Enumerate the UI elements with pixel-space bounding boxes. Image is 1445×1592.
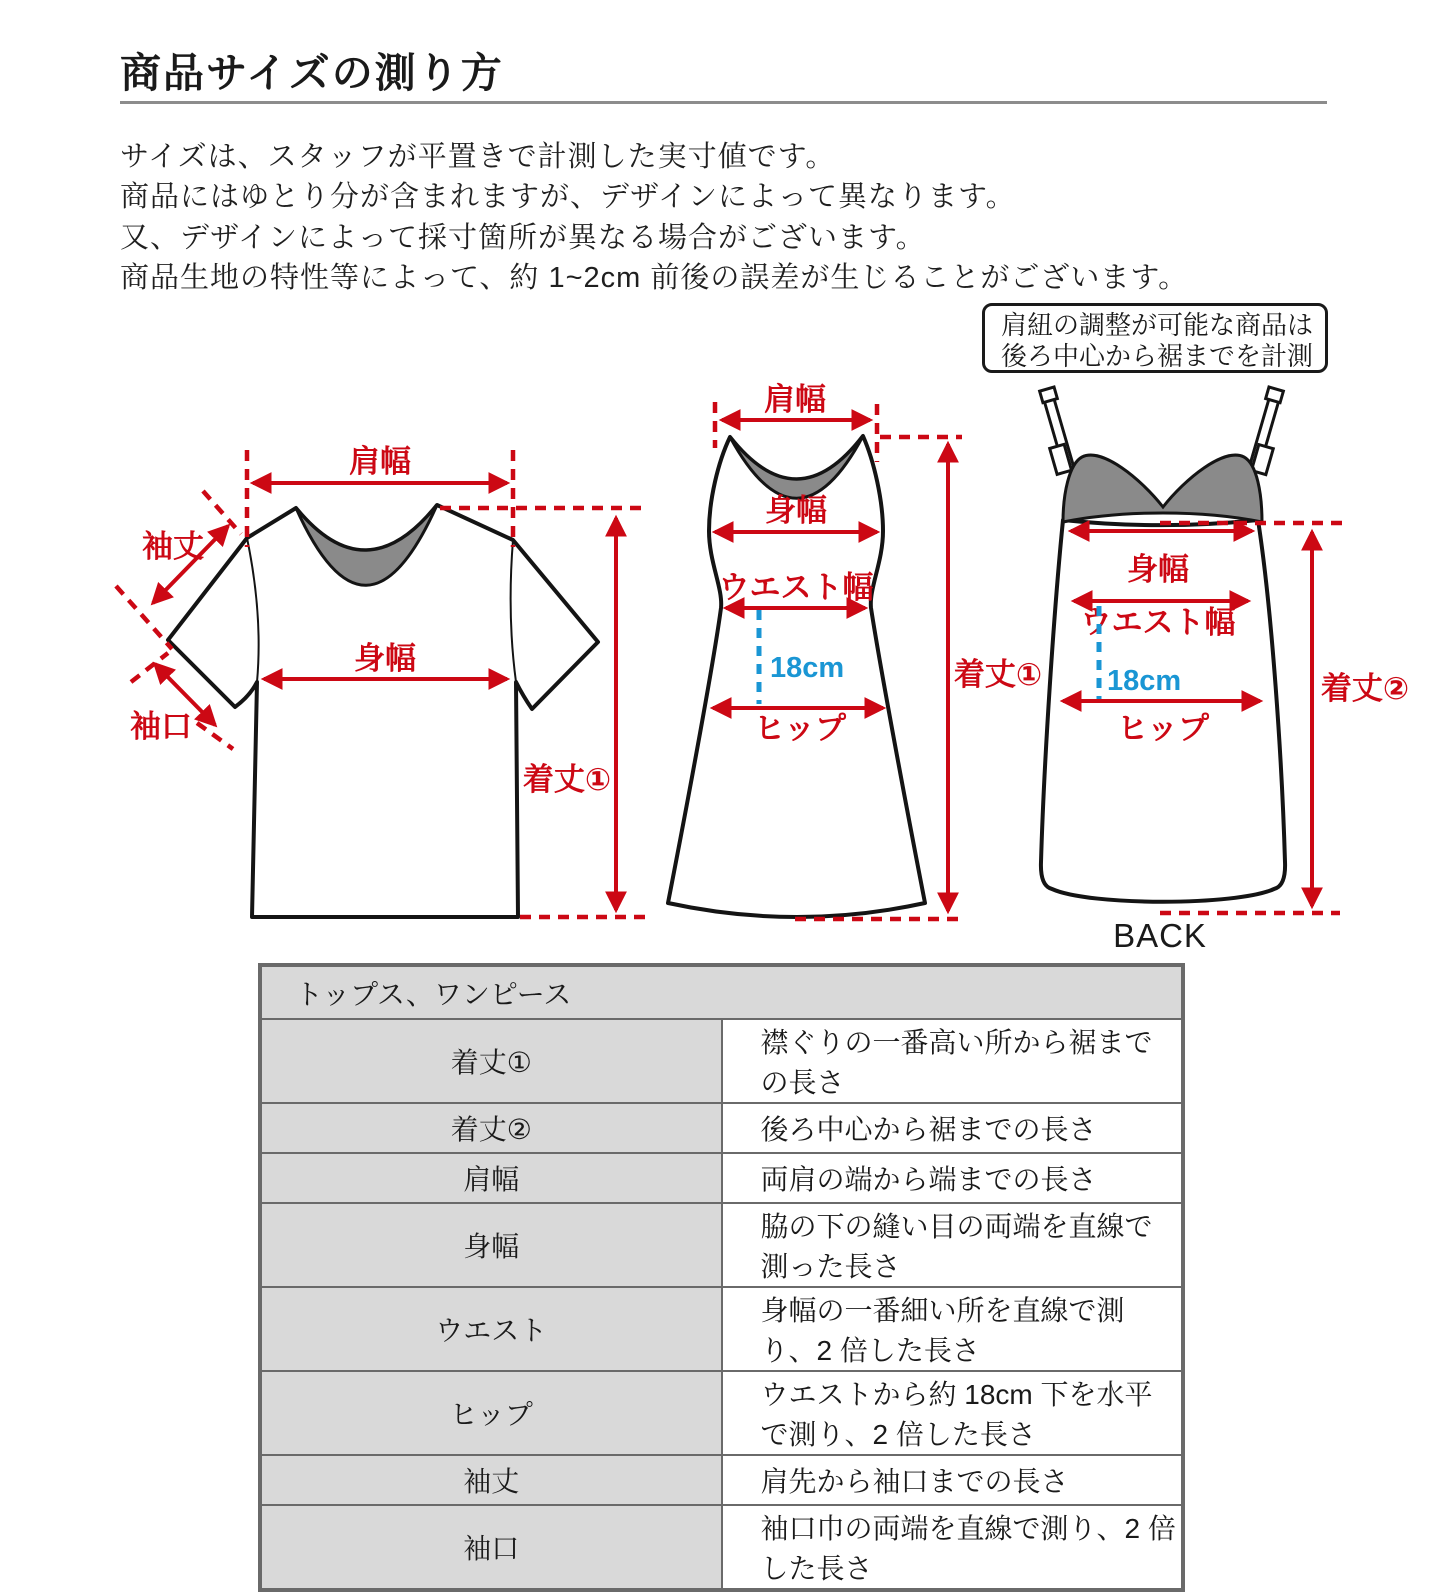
size-table-header-row — [260, 965, 1183, 1019]
tshirt-sleeve-length-label: 袖丈 — [142, 529, 204, 564]
table-row — [260, 1505, 1183, 1590]
dress-hip-label: ヒップ — [753, 711, 847, 746]
desc-cell: 両肩の端から端までの長さ — [722, 1153, 1184, 1203]
dress-waist-width-label: ウエスト幅 — [718, 570, 874, 605]
camisole-bra — [1063, 455, 1262, 522]
term-cell: 肩幅 — [260, 1153, 722, 1203]
size-table-header: トップス、ワンピース — [260, 965, 1183, 1019]
page-title: 商品サイズの測り方 — [120, 50, 504, 96]
intro-line-2: 商品にはゆとり分が含まれますが、デザインによって異なります。 — [120, 181, 1016, 213]
camisole-waist-width-label: ウエスト幅 — [1080, 605, 1236, 640]
desc-cell: 襟ぐりの一番高い所から裾までの長さ — [722, 1019, 1184, 1103]
camisole-back-label: BACK — [1113, 917, 1207, 954]
table-row — [260, 1153, 1183, 1203]
camisole-strap-tip-left — [1040, 387, 1058, 403]
camisole-strap-tip-right — [1266, 387, 1284, 403]
desc-cell: ウエストから約 18cm 下を水平で測り、2 倍した長さ — [722, 1371, 1184, 1455]
term-cell: 袖丈 — [260, 1455, 722, 1505]
camisole-body-width-label: 身幅 — [1127, 552, 1189, 587]
intro-line-4: 商品生地の特性等によって、約 1~2cm 前後の誤差が生じることがございます。 — [120, 262, 1189, 294]
camisole-hip-label: ヒップ — [1116, 711, 1210, 746]
dress-length-label: 着丈① — [953, 657, 1043, 692]
tshirt-length-label: 着丈① — [522, 762, 612, 797]
table-row — [260, 1103, 1183, 1153]
note-line-1: 肩紐の調整が可能な商品は — [1001, 310, 1314, 340]
table-row — [260, 1455, 1183, 1505]
term-cell: 身幅 — [260, 1203, 722, 1287]
camisole-diagram — [1040, 387, 1285, 902]
desc-cell: 脇の下の縫い目の両端を直線で測った長さ — [722, 1203, 1184, 1287]
size-table — [258, 963, 1185, 1592]
note-line-2: 後ろ中心から裾までを計測 — [1001, 341, 1314, 371]
table-row — [260, 1203, 1183, 1287]
tshirt-body-width-label: 身幅 — [354, 641, 416, 676]
term-cell: ウエスト — [260, 1287, 722, 1371]
desc-cell: 袖口巾の両端を直線で測り、2 倍した長さ — [722, 1505, 1184, 1590]
tshirt-diagram — [168, 505, 598, 917]
tshirt-shoulder-width-label: 肩幅 — [349, 444, 411, 479]
table-row — [260, 1287, 1183, 1371]
camisole-length-label: 着丈② — [1320, 671, 1410, 706]
term-cell: ヒップ — [260, 1371, 722, 1455]
table-row — [260, 1019, 1183, 1103]
desc-cell: 肩先から袖口までの長さ — [722, 1455, 1184, 1505]
dress-shoulder-width-label: 肩幅 — [764, 382, 826, 417]
camisole-18cm-label: 18cm — [1107, 665, 1182, 697]
dress-18cm-label: 18cm — [770, 652, 845, 684]
desc-cell: 後ろ中心から裾までの長さ — [722, 1103, 1184, 1153]
desc-cell: 身幅の一番細い所を直線で測り、2 倍した長さ — [722, 1287, 1184, 1371]
intro-line-3: 又、デザインによって採寸箇所が異なる場合がございます。 — [120, 222, 926, 254]
table-row — [260, 1371, 1183, 1455]
term-cell: 着丈② — [260, 1103, 722, 1153]
dress-body-width-label: 身幅 — [765, 493, 827, 528]
term-cell: 着丈① — [260, 1019, 722, 1103]
term-cell: 袖口 — [260, 1505, 722, 1590]
tshirt-cuff-label: 袖口 — [130, 709, 192, 744]
intro-line-1: サイズは、スタッフが平置きで計測した実寸値です。 — [120, 141, 836, 173]
